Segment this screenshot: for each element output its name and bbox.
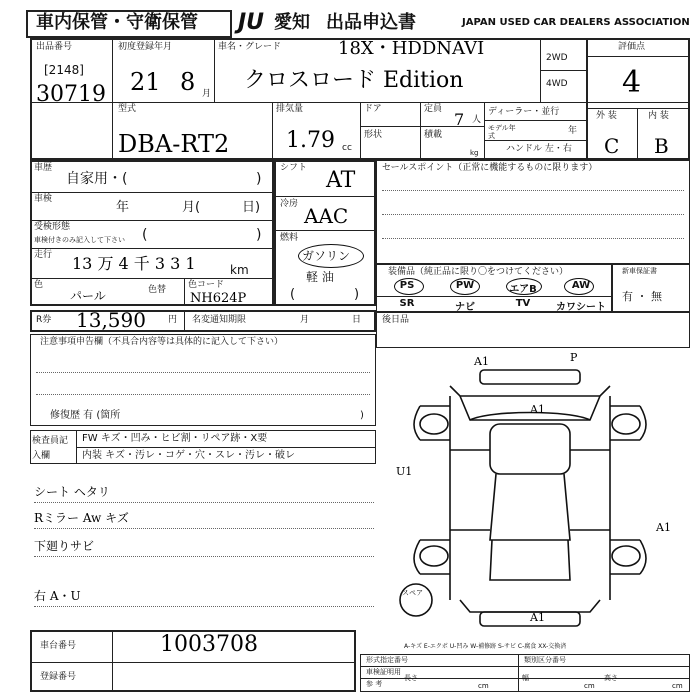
grade-value: 18X・HDDNAVI	[338, 38, 485, 59]
fuel-open: (	[290, 287, 296, 302]
model-name-value: クロスロード Edition	[244, 68, 464, 93]
inspector-note-2: Rミラー Aw キズ	[34, 511, 129, 525]
warranty-options: 有 ・ 無	[622, 290, 662, 303]
notice-month: 月	[300, 315, 310, 325]
form-title: 出品申込書	[326, 12, 416, 33]
inspector-note-1: シート ヘタリ	[34, 485, 110, 499]
repair-close: )	[360, 410, 364, 421]
shape-label: 形状	[364, 130, 383, 140]
color-value: パール	[70, 289, 106, 303]
first-reg-label: 初度登録年月	[118, 42, 173, 52]
length-label: 長さ	[404, 674, 418, 682]
notice-day: 日	[352, 315, 362, 325]
inspector-note-3: 下廻りサビ	[34, 539, 95, 553]
model-year-label: モデル年式	[488, 124, 516, 140]
capacity-unit: 人	[472, 115, 482, 125]
capacity-value: 7	[454, 110, 465, 129]
capacity-label: 定員	[424, 104, 443, 114]
load-unit: kg	[470, 149, 479, 157]
door-label: ドア	[364, 104, 382, 114]
year-unit: 年	[568, 126, 578, 136]
handle-label: ハンドル 左・右	[506, 144, 572, 154]
dealer-label: ディーラー・並行	[488, 107, 560, 117]
type-label: 型式	[118, 104, 137, 114]
equip-pw: PW	[455, 280, 475, 291]
type-value: DBA-RT2	[118, 130, 230, 158]
received-sub: 車検付きのみ記入して下さい	[34, 236, 125, 244]
load-label: 積載	[424, 130, 443, 140]
color-label: 色	[34, 280, 44, 290]
fuel-value: ガソリン	[302, 249, 351, 263]
width-label: 幅	[522, 674, 529, 682]
association-name: JAPAN USED CAR DEALERS ASSOCIATION	[462, 17, 690, 28]
interior-label: 内 装	[648, 111, 669, 121]
inspection-cert-label: 車検証明用	[366, 668, 401, 676]
lot-number-label: 出品番号	[36, 42, 73, 52]
fuel-label: 燃料	[280, 233, 299, 243]
damage-mark-5: U1	[396, 465, 413, 478]
history-close: )	[256, 171, 262, 187]
interior-score: B	[654, 134, 669, 158]
mileage-unit: km	[230, 263, 249, 277]
score-value: 4	[622, 65, 642, 100]
car-name-label: 車名・グレード	[218, 42, 282, 52]
equip-aw: AW	[571, 280, 591, 291]
damage-mark-6: A1	[530, 611, 545, 624]
registration-label: 登録番号	[40, 672, 77, 682]
history-value: 自家用・(	[66, 171, 128, 187]
ac-label: 冷房	[280, 199, 299, 209]
class-spec-label: 類別区分番号	[524, 656, 566, 664]
mileage-value: 13 万 4 千 3 3 1	[72, 254, 196, 273]
damage-legend: A-キズ E-エクボ U-凹み W-補修跡 S-サビ C-腐食 XX-交換済	[404, 643, 567, 650]
recycle-label: R券	[36, 315, 52, 325]
damage-mark-3: A1	[530, 403, 545, 416]
sales-point-label: セールスポイント（正常に機能するものに限ります）	[382, 163, 598, 173]
inspection-label: 車検	[34, 194, 53, 204]
mileage-label: 走行	[34, 250, 53, 260]
first-reg-year: 21	[130, 68, 161, 96]
after-items-block	[376, 312, 690, 348]
warranty-label: 新車保証書	[622, 267, 657, 275]
tone-label: 色替	[148, 285, 167, 295]
score-label: 評価点	[618, 42, 646, 52]
diesel-value: 軽 油	[306, 270, 334, 284]
drive-2wd: 2WD	[546, 53, 568, 63]
lot-number: 30719	[36, 82, 106, 107]
damage-mark-1: A1	[474, 355, 489, 368]
inspection-month-unit: 月(	[182, 200, 201, 215]
displacement-unit: cc	[342, 143, 352, 153]
inspector-note-4: 右 A・U	[34, 589, 81, 603]
equip-ps: PS	[399, 280, 415, 291]
equip-navi: ナビ	[455, 302, 475, 313]
inspector-interior-row: 内装 キズ・汚レ・コゲ・穴・スレ・汚レ・破レ	[82, 450, 295, 461]
length-unit: cm	[478, 682, 489, 690]
storage-text: 車内保管・守衛保管	[36, 12, 198, 33]
color-code-label: 色コード	[188, 280, 225, 290]
received-label: 受検形態	[34, 222, 71, 232]
reference-label: 参 考	[366, 680, 383, 688]
notes-label: 注意事項申告欄（不具合内容等は具体的に記入して下さい）	[40, 337, 284, 347]
inspection-year-unit: 年	[116, 200, 130, 215]
width-unit: cm	[584, 682, 595, 690]
recycle-unit: 円	[168, 315, 178, 325]
shift-value: AT	[326, 168, 356, 193]
shift-label: シフト	[280, 163, 308, 173]
displacement-label: 排気量	[276, 104, 304, 114]
equipment-label: 装備品（純正品に限り〇をつけてください）	[388, 267, 569, 277]
received-close: )	[256, 227, 262, 243]
equip-tv: TV	[515, 298, 531, 309]
equip-airbag: エアB	[509, 284, 537, 295]
received-open: (	[142, 227, 148, 243]
spare-label: スペア	[402, 589, 423, 597]
equip-leather: カワシート	[556, 302, 606, 313]
exterior-score: C	[604, 134, 620, 158]
fuel-circle	[298, 244, 364, 268]
repair-label: 修復歴 有 (箇所	[50, 410, 121, 421]
shape-spec-label: 形式指定番号	[366, 656, 408, 664]
color-code-value: NH624P	[190, 291, 247, 306]
month-unit: 月	[202, 89, 212, 99]
lot-sub-number: [2148]	[44, 63, 84, 77]
sales-point-block	[376, 160, 690, 264]
inspector-fw-row: FW キズ・凹み・ヒビ割・リペア跡・X要	[82, 433, 268, 444]
history-label: 車歴	[34, 163, 53, 173]
height-unit: cm	[672, 682, 683, 690]
first-reg-month: 8	[180, 68, 196, 96]
notice-label: 名変通知期限	[192, 315, 247, 325]
org-name: 愛知	[274, 12, 310, 33]
car-diagram	[390, 350, 670, 640]
after-items-label: 後日品	[382, 315, 410, 325]
height-label: 高さ	[604, 674, 618, 682]
chassis-label: 車台番号	[40, 641, 77, 651]
displacement-value: 1.79	[286, 128, 335, 153]
recycle-value: 13,590	[76, 308, 146, 332]
ac-value: AAC	[304, 204, 349, 228]
ju-logo: JU	[238, 10, 265, 35]
inspector-label: 検査員記入欄	[32, 436, 69, 461]
chassis-value: 1003708	[160, 632, 258, 657]
drive-4wd: 4WD	[546, 79, 568, 89]
damage-mark-2: P	[570, 351, 578, 364]
equip-sr: SR	[399, 298, 415, 309]
inspection-day-unit: 日)	[242, 200, 261, 215]
exterior-label: 外 装	[596, 111, 617, 121]
fuel-close: )	[354, 287, 360, 302]
damage-mark-4: A1	[656, 521, 671, 534]
